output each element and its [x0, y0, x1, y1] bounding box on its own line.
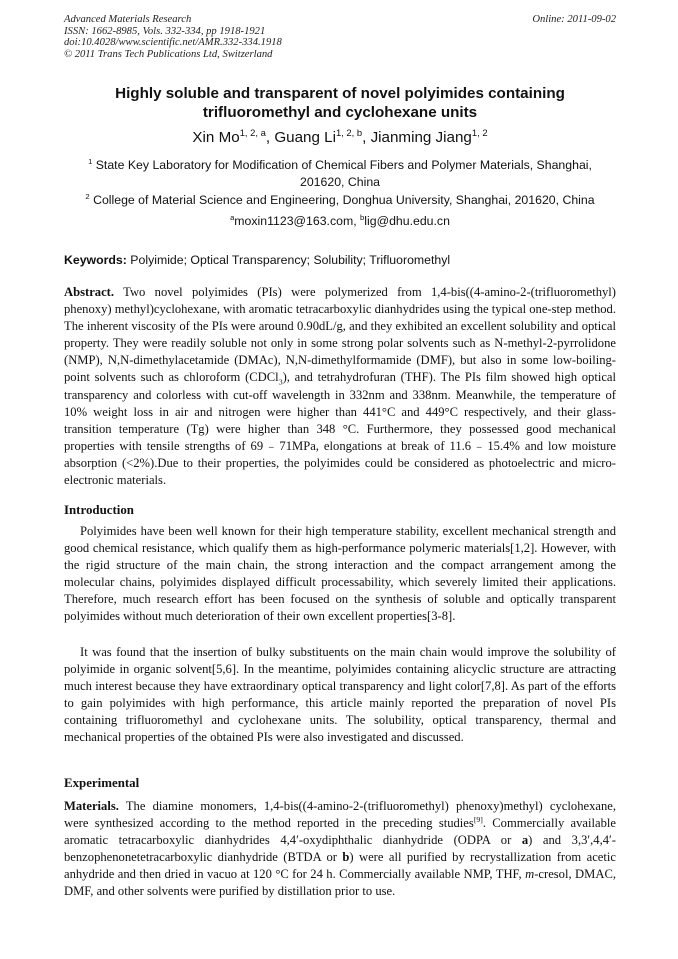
- title-line-2: trifluoromethyl and cyclohexane units: [202, 104, 478, 121]
- materials-text: ) and 3,3′,4,4′-benzophenonetetracarboxylic dianhydride (BTDA or: [64, 833, 616, 865]
- experimental-heading: Experimental: [64, 776, 140, 790]
- materials-text: -cresol, DMAC, DMF, and other solvents were purified by distillation prior to use.: [64, 867, 616, 899]
- email-link[interactable]: moxin1123@163.com: [234, 214, 354, 228]
- author-emails: [70, 213, 610, 230]
- reference-mark: [9]: [473, 814, 483, 824]
- introduction-heading: Introduction: [64, 503, 134, 517]
- affiliation-2: [70, 192, 610, 209]
- email-separator: ,: [353, 214, 361, 228]
- paper-title: [64, 84, 616, 122]
- author-affiliation-mark: 1, 2: [471, 126, 488, 138]
- materials-text: . Commercially available aromatic tetracarboxylic dianhydrides 4,4′-oxydiphthalic dianhydride (ODPA or: [64, 816, 616, 848]
- issn-line: ISSN: 1662-8985, Vols. 332-334, pp 1918-1921: [64, 25, 266, 37]
- keywords: [64, 252, 616, 268]
- abstract-text: Two novel polyimides (PIs) were polymerized from 1,4-bis((4-amino-2-(trifluoromethyl) phenoxy) methyl)cyclohexane, with aromatic tetracarboxylic dianhydrides using the typical one-step method. The inherent viscosity of the PIs were around 0.90dL/g, and they exhibited an excellent solubility and optical property. They were readily soluble not only in some strong polar solvents such as N-methyl-2-pyrrolidone (NMP), N,N-dimethylacetamide (DMAc), N,N-dimethylformamide (DMF), but also in some low-boiling-point solvents such as chloroform (CDCl: [64, 285, 616, 385]
- affiliation-text: College of Material Science and Engineering, Donghua University, Shanghai, 201620, China: [93, 193, 595, 207]
- affiliation-1: [70, 157, 610, 191]
- author-affiliation-mark: 1, 2, a: [239, 126, 266, 138]
- materials-paragraph: [64, 798, 616, 901]
- author-affiliation-mark: 1, 2, b: [335, 126, 363, 138]
- online-date: Online: 2011-09-02: [532, 14, 616, 25]
- author-separator: ,: [362, 129, 371, 146]
- cresol-prefix: m: [525, 867, 535, 882]
- email-mark: a: [230, 212, 235, 222]
- introduction-paragraph-1: [64, 523, 616, 626]
- email-mark: b: [360, 212, 365, 222]
- paragraph-text: It was found that the insertion of bulky substituents on the main chain would improve the solubility of polyimide in organic solvent[5,6]. In the meantime, polyimides containing alicyclic structure are attracting much interest because they have extraordinary optical transparency and light color[7,8]. As part of the efforts to gain polyimides with high performance, this article mainly reported the preparation of novel PIs containing trifluoromethyl and cyclohexane units. The solubility, optical transparency, thermal and mechanical properties of the obtained PIs were also investigated and discussed.: [64, 645, 616, 745]
- affiliation-text: State Key Laboratory for Modification of Chemical Fibers and Polymer Materials, Shanghai, 201620, China: [95, 158, 592, 189]
- title-line-1: Highly soluble and transparent of novel polyimides containing: [115, 85, 565, 102]
- author-name: Guang Li: [274, 129, 336, 146]
- journal-name: Advanced Materials Research: [64, 14, 192, 25]
- abstract-label: Abstract.: [64, 285, 115, 299]
- author-separator: ,: [265, 129, 275, 146]
- materials-text: ) were all purified by recrystallization from acetic anhydride and then dried in vacuo at 120 °C for 24 h. Commercially available NMP, THF,: [64, 850, 616, 882]
- keywords-text: Polyimide; Optical Transparency; Solubility; Trifluoromethyl: [130, 253, 451, 267]
- abstract-text-cont: ), and tetrahydrofuran (THF). The PIs film showed high optical transparency and colorless with cut-off wavelength in 332nm and 338nm. Meanwhile, the temperature of 10% weight loss in air and nitrogen were higher than 441°C and 449°C respectively, and their glass-transition temperature (Tg) were higher than 348 °C. Furthermore, they possessed good mechanical properties with tensile strengths of 69﹣71MPa, elongations at break of 11.6﹣15.4% and low moisture absorption (<2%).Due to their properties, the polyimides could be considered as photoelectric and micro-electronic materials.: [64, 370, 616, 488]
- journal-header: [64, 14, 616, 60]
- author-name: Jianming Jiang: [370, 129, 472, 146]
- abstract: [64, 284, 616, 489]
- copyright-line: © 2011 Trans Tech Publications Ltd, Switzerland: [64, 48, 273, 60]
- paragraph-text: Polyimides have been well known for their high temperature stability, excellent mechanical strength and good chemical resistance, which qualify them as high-performance polymeric materials[1,2]. However, with the rigid structure of the main chain, the strong interaction and the compact arrangement among the molecular chains, polyimides displayed difficult processability, which severely limited their applications. Therefore, much research effort has been focused on the synthesis of soluble and optically transparent polyimides without much deterioration of their own excellent properties[3-8].: [64, 524, 616, 624]
- author-list: [64, 128, 616, 148]
- doi-line: doi:10.4028/www.scientific.net/AMR.332-334.1918: [64, 37, 282, 48]
- introduction-paragraph-2: [64, 644, 616, 747]
- abstract-subscript: 3: [278, 377, 283, 387]
- materials-label: Materials.: [64, 799, 119, 813]
- email-link[interactable]: lig@dhu.edu.cn: [364, 214, 450, 228]
- compound-label-a: a: [521, 833, 529, 848]
- affiliation-number: 1: [88, 156, 93, 166]
- author-name: Xin Mo: [192, 129, 240, 146]
- compound-label-b: b: [342, 850, 350, 865]
- materials-text: The diamine monomers, 1,4-bis((4-amino-2-(trifluoromethyl) phenoxy)methyl) cyclohexane, were synthesized according to the method reported in the preceding studies: [64, 799, 617, 831]
- affiliation-number: 2: [85, 191, 90, 201]
- keywords-label: Keywords:: [64, 253, 127, 267]
